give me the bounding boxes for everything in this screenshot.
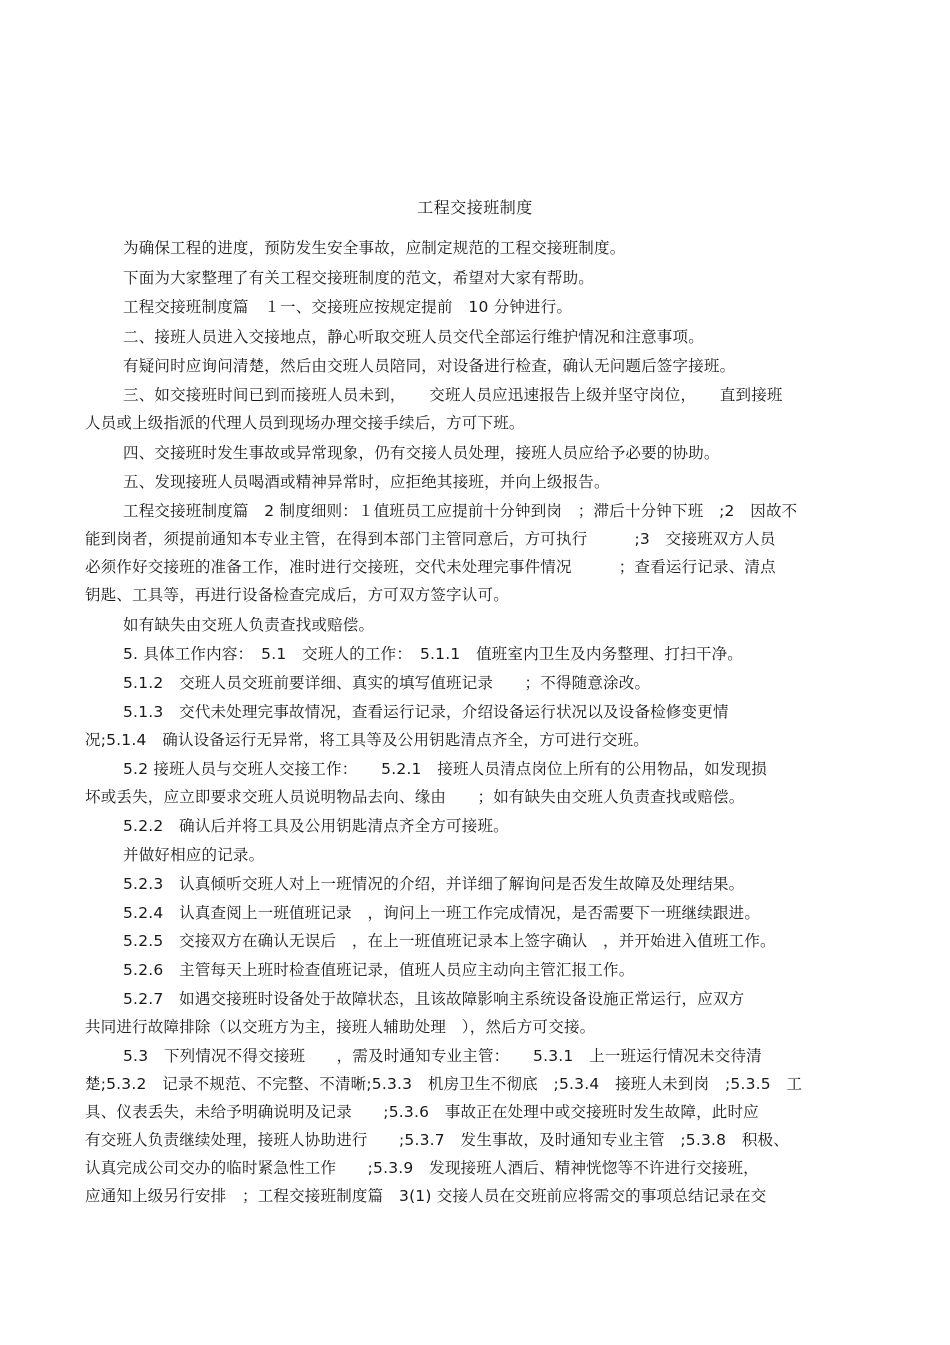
paragraph-line: 钥匙、工具等，再进行设备检查完成后，方可双方签字认可。	[85, 586, 509, 604]
paragraph-line: 5.1.2 交班人员交班前要详细、真实的填写值班记录 ；不得随意涂改。	[123, 674, 651, 692]
paragraph-line: 三、如交接班时间已到而接班人员未到， 交班人员应迅速报告上级并坚守岗位， 直到接班	[123, 386, 783, 404]
paragraph-line: 具、仪表丢失，未给予明确说明及记录 ;5.3.6 事故正在处理中或交接班时发生故障，此时应	[85, 1103, 759, 1121]
paragraph-line: 必须作好交接班的准备工作，准时进行交接班，交代未处理完事件情况 ；查看运行记录、清点	[85, 558, 776, 576]
paragraph-line: 为确保工程的进度，预防发生安全事故，应制定规范的工程交接班制度。	[123, 239, 626, 257]
paragraph-line: 认真完成公司交办的临时紧急性工作 ;5.3.9 发现接班人酒后、精神恍惚等不许进行交接班，	[85, 1159, 759, 1177]
paragraph-line: 如有缺失由交班人负责查找或赔偿。	[123, 616, 375, 634]
paragraph-line: 并做好相应的记录。	[123, 846, 265, 864]
paragraph-line: 坏或丢失，应立即要求交班人员说明物品去向、缘由 ；如有缺失由交班人负责查找或赔偿。	[85, 788, 745, 806]
paragraph-line: 有交班人负责继续处理，接班人协助进行 ;5.3.7 发生事故，及时通知专业主管 ;5.3.8 积极、	[85, 1131, 790, 1149]
paragraph-line: 5.2.2 确认后并将工具及公用钥匙清点齐全方可接班。	[123, 817, 509, 835]
paragraph-line: 5.2.6 主管每天上班时检查值班记录，值班人员应主动向主管汇报工作。	[123, 961, 635, 979]
paragraph-line: 共同进行故障排除（以交班方为主，接班人辅助处理 ），然后方可交接。	[85, 1018, 596, 1036]
paragraph-line: 5.2 接班人员与交班人交接工作： 5.2.1 接班人员清点岗位上所有的公用物品，如发现损	[123, 760, 767, 778]
paragraph-line: 5.1.3 交代未处理完事故情况，查看运行记录，介绍设备运行状况以及设备检修变更情	[123, 703, 729, 721]
paragraph-line: 二、接班人员进入交接地点，静心听取交班人员交代全部运行维护情况和注意事项。	[123, 328, 704, 346]
paragraph-line: 5.2.5 交接双方在确认无误后 ，在上一班值班记录本上签字确认 ，并开始进入值班工作。	[123, 932, 776, 950]
paragraph-line: 有疑问时应询问清楚，然后由交班人员陪同，对设备进行检查，确认无问题后签字接班。	[123, 357, 736, 375]
paragraph-line: 5.3 下列情况不得交接班 ，需及时通知专业主管： 5.3.1 上一班运行情况未交待清	[123, 1047, 762, 1065]
paragraph-line: 5. 具体工作内容： 5.1 交班人的工作： 5.1.1 值班室内卫生及内务整理、打扫干净。	[123, 645, 744, 663]
paragraph-line: 应通知上级另行安排 ；工程交接班制度篇 3(1) 交接人员在交班前应将需交的事项总结记录在交	[85, 1187, 767, 1205]
paragraph-line: 5.2.3 认真倾听交班人对上一班情况的介绍，并详细了解询问是否发生故障及处理结果。	[123, 875, 745, 893]
paragraph-line: 五、发现接班人员喝酒或精神异常时，应拒绝其接班，并向上级报告。	[123, 473, 610, 491]
paragraph-line: 四、交接班时发生事故或异常现象，仍有交接人员处理，接班人员应给予必要的协助。	[123, 444, 720, 462]
paragraph-line: 工程交接班制度篇 １一、交接班应按规定提前 10 分钟进行。	[123, 298, 573, 316]
paragraph-line: 5.2.7 如遇交接班时设备处于故障状态，且该故障影响主系统设备设施正常运行，应双方	[123, 990, 745, 1008]
paragraph-line: 人员或上级指派的代理人员到现场办理交接手续后，方可下班。	[85, 414, 525, 432]
paragraph-line: 能到岗者，须提前通知本专业主管，在得到本部门主管同意后，方可执行 ;3 交接班双方人员	[85, 530, 776, 548]
paragraph-line: 楚;5.3.2 记录不规范、不完整、不清晰;5.3.3 机房卫生不彻底 ;5.3.4 接班人未到岗 ;5.3.5 工	[85, 1075, 803, 1093]
paragraph-line: 况;5.1.4 确认设备运行无异常，将工具等及公用钥匙清点齐全，方可进行交班。	[85, 731, 649, 749]
document-title: 工程交接班制度	[417, 198, 533, 217]
paragraph-line: 下面为大家整理了有关工程交接班制度的范文，希望对大家有帮助。	[123, 269, 595, 287]
paragraph-line: 工程交接班制度篇 2 制度细则：１值班员工应提前十分钟到岗 ；滞后十分钟下班 ;2 因故不	[123, 502, 798, 520]
paragraph-line: 5.2.4 认真查阅上一班值班记录 ，询问上一班工作完成情况，是否需要下一班继续跟进。	[123, 904, 761, 922]
